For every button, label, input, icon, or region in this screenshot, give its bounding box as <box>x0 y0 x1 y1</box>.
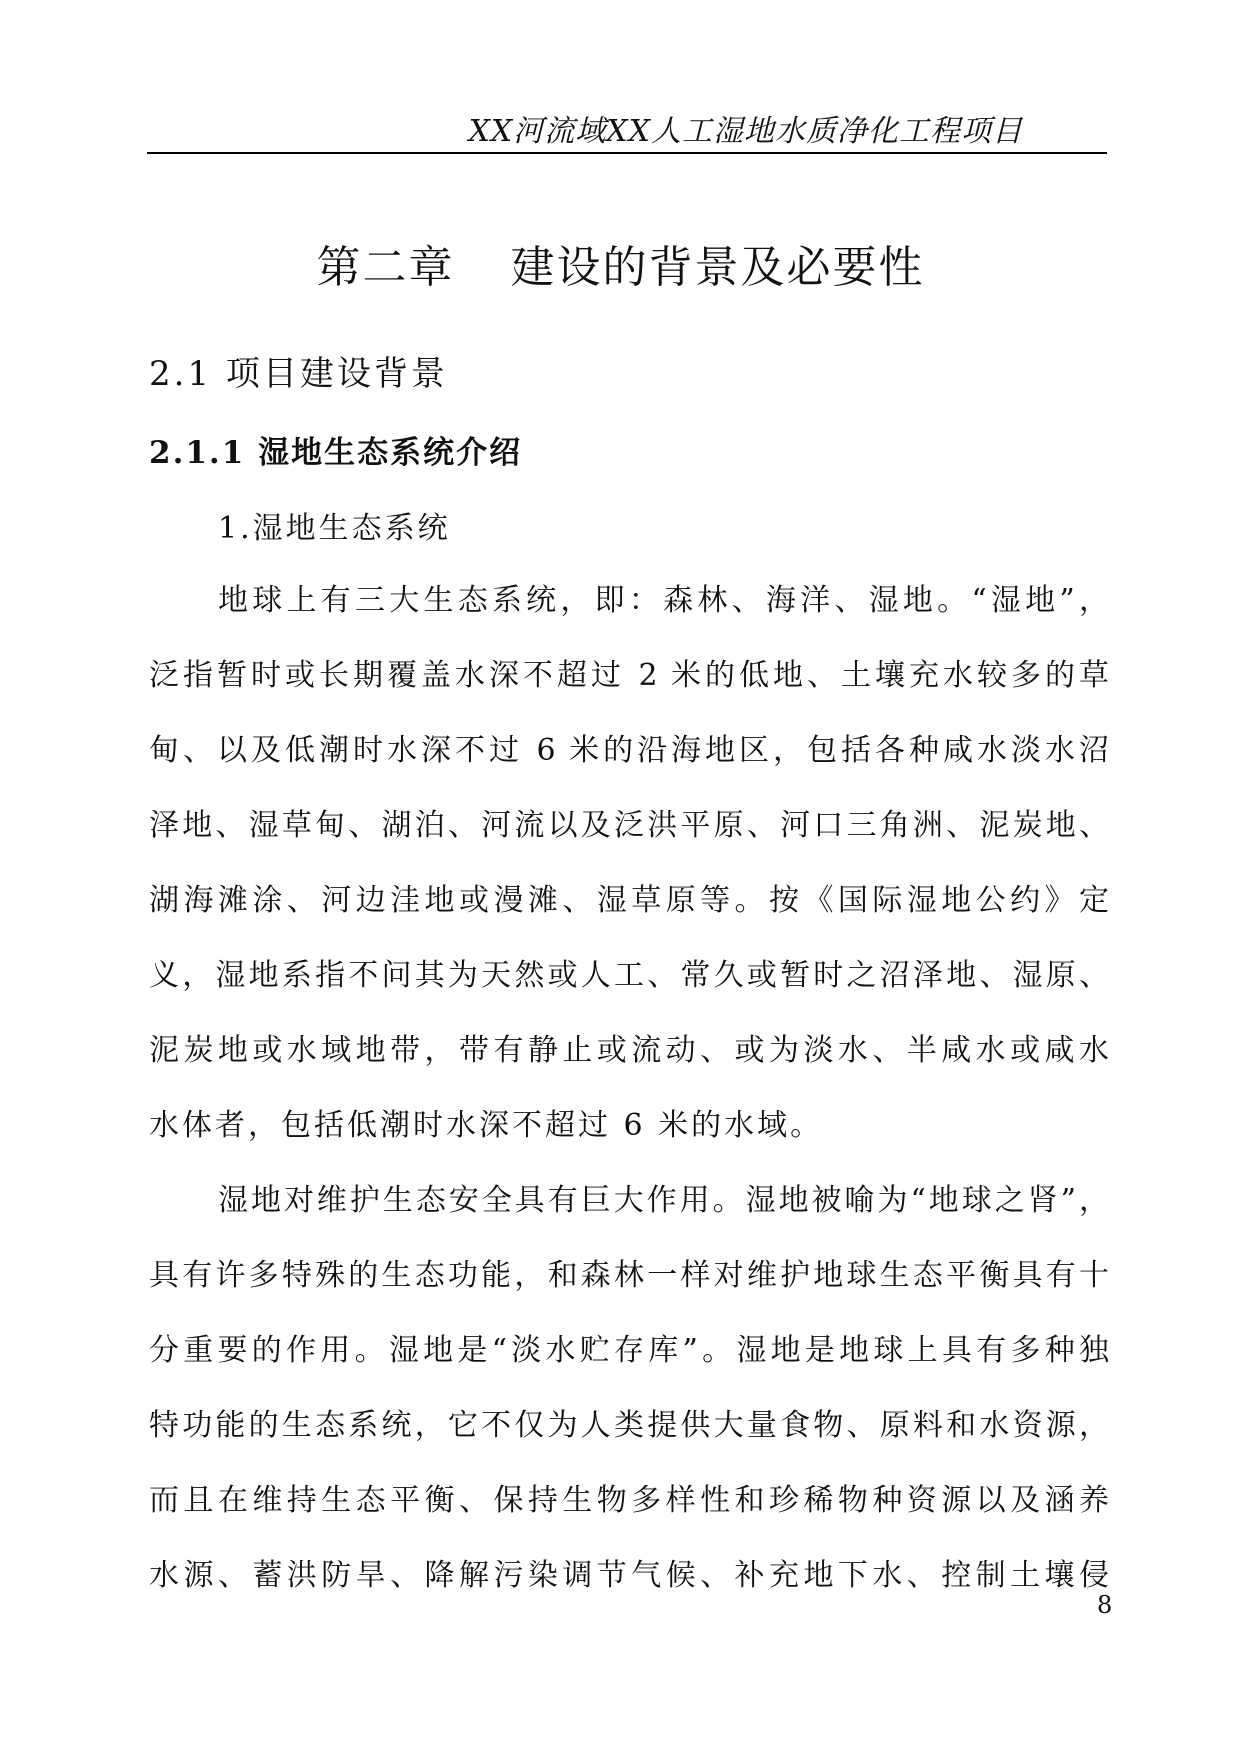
paragraph-line: 泛指暂时或长期覆盖水深不超过 2 米的低地、土壤充水较多的草 <box>149 658 1109 693</box>
subsection-heading: 2.1.1 湿地生态系统介绍 <box>149 435 523 471</box>
paragraph-line: 湿地对维护生态安全具有巨大作用。湿地被喻为“地球之肾”， <box>218 1183 1109 1218</box>
paragraph-line: 泥炭地或水域地带，带有静止或流动、或为淡水、半咸水或咸水 <box>149 1033 1109 1068</box>
chapter-number: 第二章 <box>316 242 455 293</box>
paragraph-line: 义，湿地系指不问其为天然或人工、常久或暂时之沼泽地、湿原、 <box>149 958 1109 993</box>
running-header <box>147 112 1107 154</box>
paragraph-line: 甸、以及低潮时水深不过 6 米的沿海地区，包括各种咸水淡水沼 <box>149 733 1109 768</box>
running-header-title: XX河流域XX人工湿地水质净化工程项目 <box>468 114 1023 149</box>
paragraph-line: 泽地、湿草甸、湖泊、河流以及泛洪平原、河口三角洲、泥炭地、 <box>149 808 1109 843</box>
chapter-name: 建设的背景及必要性 <box>510 242 925 293</box>
paragraph-line: 湖海滩涂、河边洼地或漫滩、湿草原等。按《国际湿地公约》定 <box>149 883 1109 918</box>
paragraph-line: 水源、蓄洪防旱、降解污染调节气候、补充地下水、控制土壤侵 <box>149 1558 1109 1593</box>
paragraph-line: 分重要的作用。湿地是“淡水贮存库”。湿地是地球上具有多种独 <box>149 1333 1109 1368</box>
item-heading: 1.湿地生态系统 <box>218 511 451 546</box>
paragraph-line: 地球上有三大生态系统，即：森林、海洋、湿地。“湿地”， <box>218 583 1109 618</box>
paragraph-line: 水体者，包括低潮时水深不超过 6 米的水域。 <box>149 1108 824 1143</box>
paragraph-line: 具有许多特殊的生态功能，和森林一样对维护地球生态平衡具有十 <box>149 1258 1109 1293</box>
section-heading: 2.1 项目建设背景 <box>149 354 448 394</box>
page-number: 8 <box>1097 1591 1113 1619</box>
paragraph-line: 而且在维持生态平衡、保持生物多样性和珍稀物种资源以及涵养 <box>149 1483 1109 1518</box>
chapter-title <box>0 240 1241 296</box>
paragraph-line: 特功能的生态系统，它不仅为人类提供大量食物、原料和水资源， <box>149 1408 1109 1443</box>
